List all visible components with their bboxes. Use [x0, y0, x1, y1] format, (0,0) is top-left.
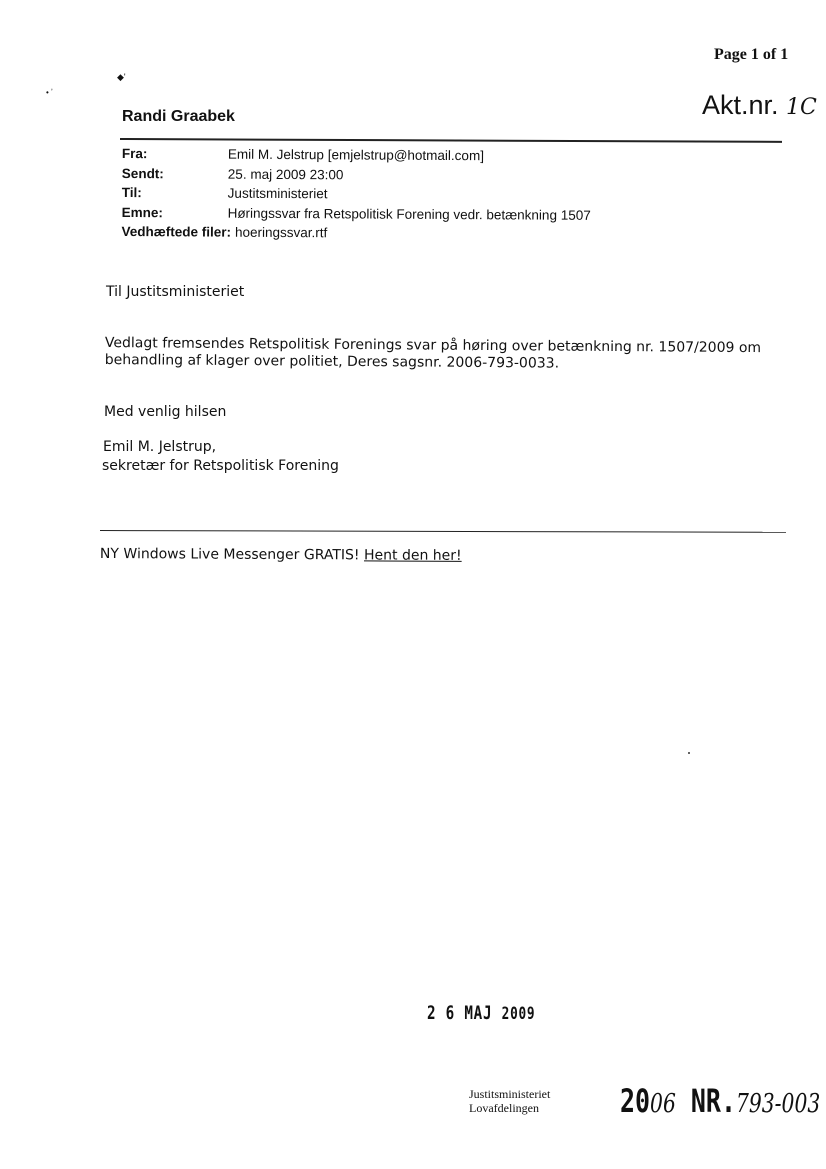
akt-label: Akt.nr.: [702, 90, 779, 120]
sent-value: 25. maj 2009 23:00: [227, 166, 344, 182]
footer-ad-text: NY Windows Live Messenger GRATIS!: [99, 546, 365, 564]
case-printed-part: 20: [620, 1082, 651, 1120]
email-header: [121, 146, 642, 247]
subject-label: Emne:: [121, 204, 163, 220]
sender-name: Randi Graabek: [122, 108, 235, 125]
to-value: Justitsministeriet: [227, 185, 328, 202]
paragraph-line: Vedlagt fremsendes Retspolitisk Forenings svar på høring over betænkning nr. 1507/2009 om: [104, 335, 762, 357]
from-value: Emil M. Jelstrup [emjelstrup@hotmail.com]: [227, 146, 485, 164]
footer-link[interactable]: Hent den her!: [363, 547, 462, 564]
scan-speck: [688, 752, 690, 754]
akt-handwritten-number: 1C: [786, 95, 817, 120]
scan-mark: • ʼ: [46, 88, 53, 97]
case-handwritten-part: 793-003: [735, 1089, 821, 1119]
stamp-year: 2009: [501, 1004, 536, 1024]
paragraph-line: behandling af klager over politiet, Deres sagsnr. 2006-793-0033.: [104, 351, 560, 372]
closing: Med venlig hilsen: [104, 404, 227, 420]
to-label: Til:: [121, 184, 142, 201]
footer-ad: [100, 546, 462, 565]
department-line: Lovafdelingen: [469, 1101, 539, 1115]
sent-label: Sendt:: [121, 165, 164, 181]
attachments-row: [121, 224, 641, 247]
header-divider: [120, 138, 782, 143]
case-handwritten-part: 06: [650, 1089, 676, 1119]
from-label: Fra:: [121, 146, 148, 162]
footer-divider: [100, 530, 786, 533]
case-printed-part: NR.: [675, 1082, 736, 1120]
signature-name: Emil M. Jelstrup,: [103, 439, 217, 455]
scan-mark: ◆': [117, 72, 126, 82]
akt-number: [702, 90, 817, 121]
attachment-file: hoeringssvar.rtf: [234, 224, 328, 241]
department-line: Justitsministeriet: [469, 1087, 551, 1101]
department-stamp: [469, 1087, 550, 1115]
page-number: Page 1 of 1: [714, 46, 789, 63]
subject-value: Høringssvar fra Retspolitisk Forening vedr. betænkning 1507: [227, 205, 591, 223]
attachments-label: Vedhæftede filer:: [121, 223, 232, 240]
stamp-date: 2 6 MAJ: [427, 1002, 502, 1024]
body-paragraph: [105, 335, 805, 374]
received-date-stamp: [427, 1002, 535, 1024]
greeting: Til Justitsministeriet: [106, 284, 245, 300]
case-number-stamp: [620, 1082, 820, 1120]
signature-title: sekretær for Retspolitisk Forening: [102, 458, 339, 474]
